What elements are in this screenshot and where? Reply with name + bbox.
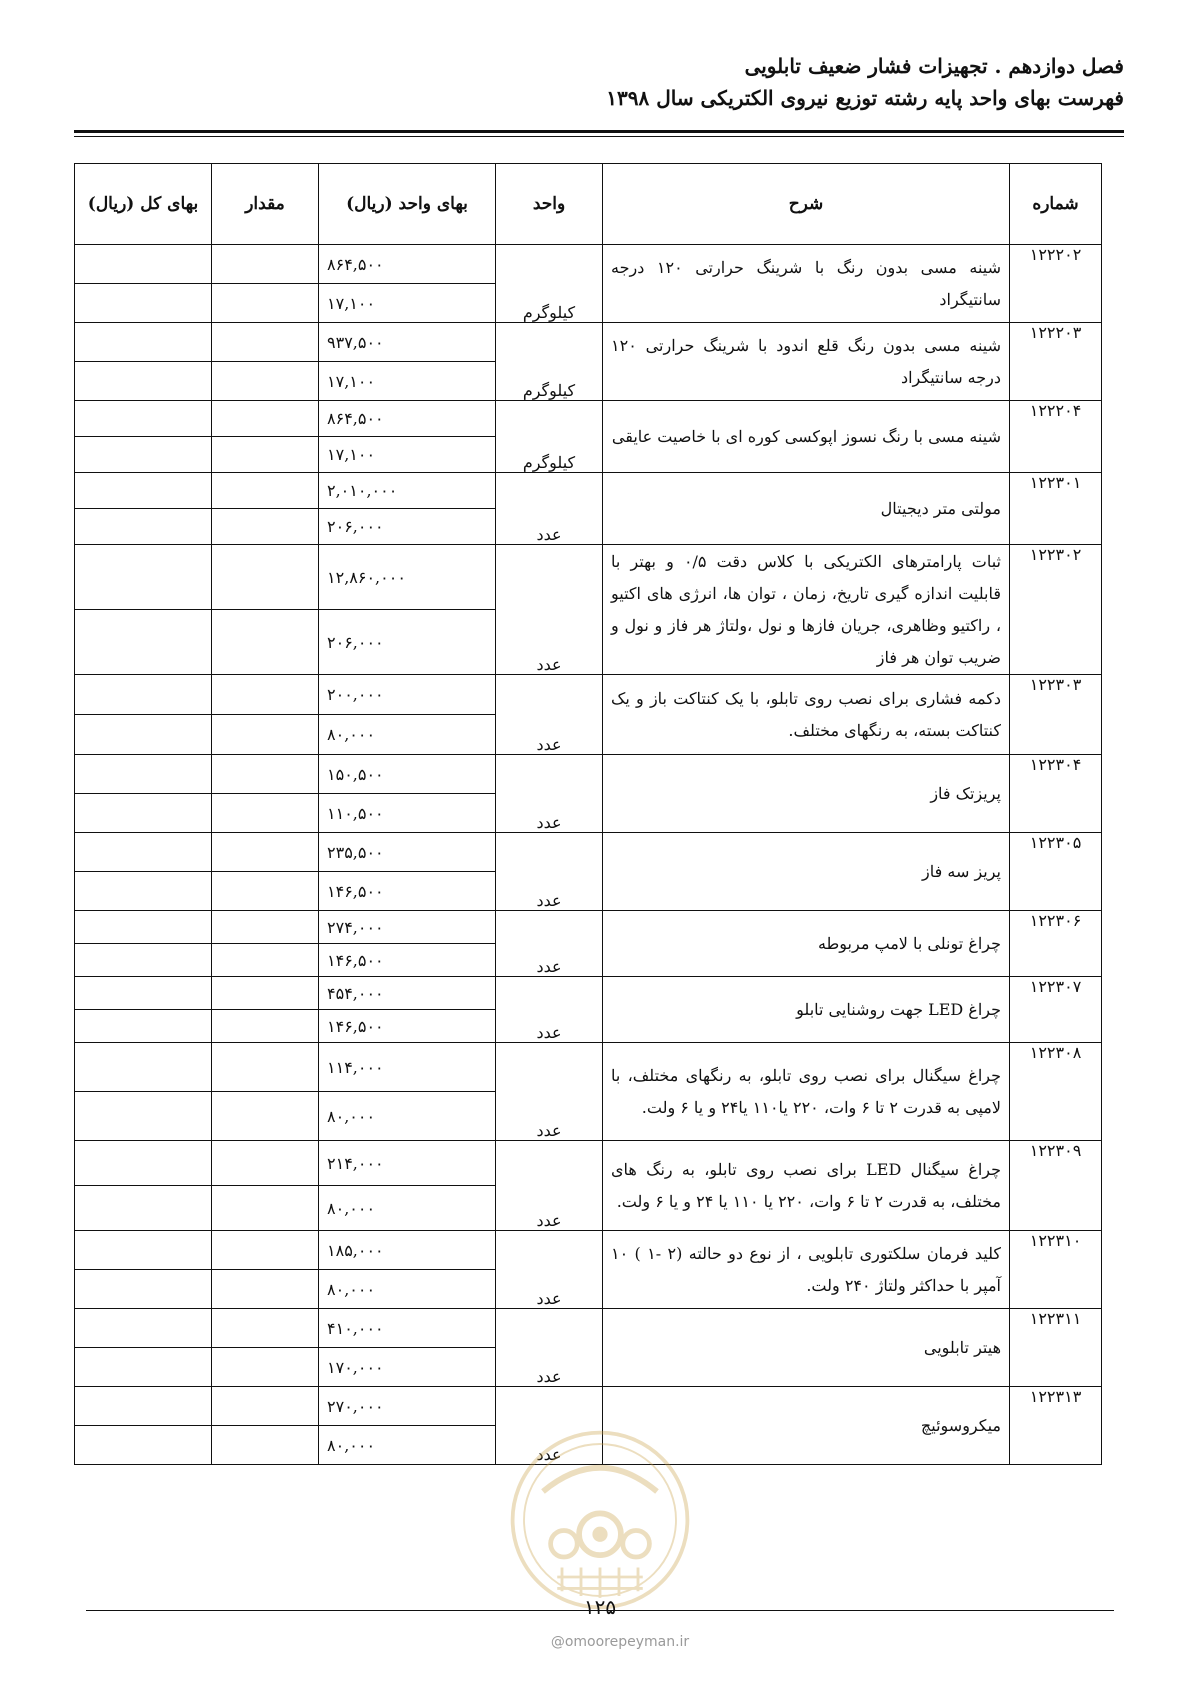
item-unit-price-secondary: ۸۰,۰۰۰ <box>319 715 496 755</box>
table-row <box>75 323 1102 362</box>
item-total-price-secondary <box>75 1010 212 1043</box>
item-quantity <box>212 1043 319 1092</box>
item-total-price <box>75 323 212 362</box>
item-total-price <box>75 473 212 509</box>
item-quantity-secondary <box>212 284 319 323</box>
item-quantity-secondary <box>212 794 319 833</box>
item-quantity <box>212 675 319 715</box>
item-unit: عدد <box>496 977 603 1043</box>
item-quantity <box>212 977 319 1010</box>
item-total-price-secondary <box>75 1426 212 1465</box>
header-number: شماره <box>1010 164 1102 245</box>
item-description: چراغ سیگنال LED برای نصب روی تابلو، به رنگ های مختلف، به قدرت ۲ تا ۶ وات، ۲۲۰ یا ۱۱۰ یا ۲۴ و یا ۶ ولت. <box>603 1141 1010 1231</box>
table-row <box>75 1231 1102 1270</box>
item-unit-price-secondary: ۲۰۶,۰۰۰ <box>319 509 496 545</box>
item-quantity-secondary <box>212 1186 319 1231</box>
document-subtitle: فهرست بهای واحد پایه رشته توزیع نیروی الکتریکی سال ۱۳۹۸ <box>606 86 1124 110</box>
table-header-row <box>75 164 1102 245</box>
page-number: ۱۲۵ <box>583 1595 617 1619</box>
item-unit-price: ۲۷۴,۰۰۰ <box>319 911 496 944</box>
table-row <box>75 911 1102 944</box>
item-description: چراغ LED جهت روشنایی تابلو <box>603 977 1010 1043</box>
item-quantity-secondary <box>212 872 319 911</box>
item-description: هیتر تابلویی <box>603 1309 1010 1387</box>
item-description: چراغ سیگنال برای نصب روی تابلو، به رنگهای مختلف، با لامپی به قدرت ۲ تا ۶ وات، ۲۲۰ یا۱۱۰ یا۲۴ و یا ۶ ولت. <box>603 1043 1010 1141</box>
table-row <box>75 1043 1102 1092</box>
item-unit: عدد <box>496 833 603 911</box>
item-unit-price: ۲۱۴,۰۰۰ <box>319 1141 496 1186</box>
item-unit-price: ۱۲,۸۶۰,۰۰۰ <box>319 545 496 610</box>
item-quantity-secondary <box>212 1010 319 1043</box>
item-total-price-secondary <box>75 872 212 911</box>
item-number: ۱۲۲۳۰۴ <box>1010 755 1102 833</box>
item-total-price <box>75 977 212 1010</box>
item-unit-price: ۴۵۴,۰۰۰ <box>319 977 496 1010</box>
table-row <box>75 473 1102 509</box>
item-description: کلید فرمان سلکتوری تابلویی ، از نوع دو حالته (۲ -۱ ) ۱۰ آمپر با حداکثر ولتاژ ۲۴۰ ولت. <box>603 1231 1010 1309</box>
header-quantity: مقدار <box>212 164 319 245</box>
item-unit-price-secondary: ۱۷,۱۰۰ <box>319 362 496 401</box>
item-quantity <box>212 323 319 362</box>
item-quantity-secondary <box>212 362 319 401</box>
item-number: ۱۲۲۲۰۲ <box>1010 245 1102 323</box>
item-quantity <box>212 755 319 794</box>
item-quantity <box>212 545 319 610</box>
item-unit-price-secondary: ۱۴۶,۵۰۰ <box>319 944 496 977</box>
item-unit: کیلوگرم <box>496 401 603 473</box>
website-watermark: @omoorepeyman.ir <box>550 1634 690 1650</box>
item-unit-price: ۱۸۵,۰۰۰ <box>319 1231 496 1270</box>
item-unit-price-secondary: ۱۷۰,۰۰۰ <box>319 1348 496 1387</box>
item-total-price <box>75 545 212 610</box>
table-row <box>75 833 1102 872</box>
item-unit-price-secondary: ۱۴۶,۵۰۰ <box>319 1010 496 1043</box>
item-quantity-secondary <box>212 1348 319 1387</box>
item-unit-price: ۱۱۴,۰۰۰ <box>319 1043 496 1092</box>
item-unit: عدد <box>496 545 603 675</box>
item-number: ۱۲۲۲۰۴ <box>1010 401 1102 473</box>
item-total-price-secondary <box>75 437 212 473</box>
item-total-price-secondary <box>75 1092 212 1141</box>
item-description: دکمه فشاری برای نصب روی تابلو، با یک کنتاکت باز و یک کنتاکت بسته، به رنگهای مختلف. <box>603 675 1010 755</box>
item-quantity-secondary <box>212 715 319 755</box>
item-total-price <box>75 245 212 284</box>
header-total-price: بهای کل (ریال) <box>75 164 212 245</box>
item-description: شینه مسی بدون رنگ با شرینگ حرارتی ۱۲۰ درجه سانتیگراد <box>603 245 1010 323</box>
item-number: ۱۲۲۳۰۲ <box>1010 545 1102 675</box>
item-total-price-secondary <box>75 1270 212 1309</box>
item-description: میکروسوئیچ <box>603 1387 1010 1465</box>
item-unit-price-secondary: ۱۷,۱۰۰ <box>319 284 496 323</box>
item-number: ۱۲۲۳۱۰ <box>1010 1231 1102 1309</box>
item-unit-price-secondary: ۸۰,۰۰۰ <box>319 1426 496 1465</box>
item-number: ۱۲۲۳۱۱ <box>1010 1309 1102 1387</box>
item-total-price-secondary <box>75 794 212 833</box>
item-number: ۱۲۲۳۱۳ <box>1010 1387 1102 1465</box>
chapter-title: فصل دوازدهم . تجهیزات فشار ضعیف تابلویی <box>744 54 1124 78</box>
item-total-price-secondary <box>75 944 212 977</box>
item-number: ۱۲۲۲۰۳ <box>1010 323 1102 401</box>
item-unit-price: ۹۳۷,۵۰۰ <box>319 323 496 362</box>
item-unit-price-secondary: ۸۰,۰۰۰ <box>319 1186 496 1231</box>
item-unit-price-secondary: ۱۷,۱۰۰ <box>319 437 496 473</box>
item-unit-price: ۲۳۵,۵۰۰ <box>319 833 496 872</box>
item-quantity <box>212 245 319 284</box>
item-number: ۱۲۲۳۰۹ <box>1010 1141 1102 1231</box>
item-total-price-secondary <box>75 509 212 545</box>
item-total-price-secondary <box>75 362 212 401</box>
item-quantity <box>212 401 319 437</box>
item-description: ثبات پارامترهای الکتریکی با کلاس دقت ۰/۵ و بهتر با قابلیت اندازه گیری تاریخ، زمان ، توان ها، انرژی های اکتیو ، راکتیو وظاهری، جریان فازها و نول ،ولتاژ هر فاز و نول و ضریب توان هر فاز <box>603 545 1010 675</box>
item-quantity <box>212 1141 319 1186</box>
item-unit: کیلوگرم <box>496 245 603 323</box>
item-description: شینه مسی بدون رنگ قلع اندود با شرینگ حرارتی ۱۲۰ درجه سانتیگراد <box>603 323 1010 401</box>
item-unit-price-secondary: ۱۱۰,۵۰۰ <box>319 794 496 833</box>
table-row <box>75 977 1102 1010</box>
item-quantity-secondary <box>212 610 319 675</box>
item-unit: عدد <box>496 1043 603 1141</box>
item-total-price <box>75 401 212 437</box>
item-unit: کیلوگرم <box>496 323 603 401</box>
item-total-price <box>75 1387 212 1426</box>
item-unit: عدد <box>496 675 603 755</box>
item-description: پریز سه فاز <box>603 833 1010 911</box>
header-unit-price: بهای واحد (ریال) <box>319 164 496 245</box>
item-number: ۱۲۲۳۰۷ <box>1010 977 1102 1043</box>
omoorepeyman-seal-icon <box>505 1425 695 1615</box>
item-description: پریزتک فاز <box>603 755 1010 833</box>
item-unit: عدد <box>496 1309 603 1387</box>
item-number: ۱۲۲۳۰۵ <box>1010 833 1102 911</box>
item-total-price-secondary <box>75 610 212 675</box>
item-number: ۱۲۲۳۰۱ <box>1010 473 1102 545</box>
item-unit-price: ۴۱۰,۰۰۰ <box>319 1309 496 1348</box>
item-quantity-secondary <box>212 437 319 473</box>
item-total-price <box>75 1231 212 1270</box>
item-total-price <box>75 755 212 794</box>
item-unit-price-secondary: ۲۰۶,۰۰۰ <box>319 610 496 675</box>
item-unit-price: ۲۷۰,۰۰۰ <box>319 1387 496 1426</box>
item-quantity <box>212 1231 319 1270</box>
item-unit-price-secondary: ۸۰,۰۰۰ <box>319 1270 496 1309</box>
table-row <box>75 545 1102 610</box>
item-unit-price: ۱۵۰,۵۰۰ <box>319 755 496 794</box>
item-total-price <box>75 833 212 872</box>
page-header <box>74 50 1124 114</box>
item-total-price <box>75 1141 212 1186</box>
item-quantity-secondary <box>212 509 319 545</box>
footer-rule <box>86 1610 1114 1611</box>
item-unit-price-secondary: ۱۴۶,۵۰۰ <box>319 872 496 911</box>
item-number: ۱۲۲۳۰۳ <box>1010 675 1102 755</box>
item-total-price <box>75 675 212 715</box>
header-rule-thin <box>74 136 1124 137</box>
item-unit: عدد <box>496 911 603 977</box>
item-quantity <box>212 911 319 944</box>
item-total-price-secondary <box>75 715 212 755</box>
item-unit-price: ۲۰۰,۰۰۰ <box>319 675 496 715</box>
item-total-price-secondary <box>75 1348 212 1387</box>
item-total-price <box>75 1043 212 1092</box>
item-total-price <box>75 911 212 944</box>
item-total-price <box>75 1309 212 1348</box>
item-description: مولتی متر دیجیتال <box>603 473 1010 545</box>
item-unit-price-secondary: ۸۰,۰۰۰ <box>319 1092 496 1141</box>
item-quantity <box>212 473 319 509</box>
item-quantity <box>212 833 319 872</box>
table-row <box>75 1141 1102 1186</box>
item-number: ۱۲۲۳۰۶ <box>1010 911 1102 977</box>
table-row <box>75 675 1102 715</box>
item-quantity-secondary <box>212 944 319 977</box>
table-row <box>75 1309 1102 1348</box>
item-quantity-secondary <box>212 1426 319 1465</box>
header-unit: واحد <box>496 164 603 245</box>
table-body <box>75 245 1102 1465</box>
item-unit-price: ۸۶۴,۵۰۰ <box>319 401 496 437</box>
item-quantity <box>212 1387 319 1426</box>
item-quantity <box>212 1309 319 1348</box>
table-row <box>75 401 1102 437</box>
price-table <box>74 163 1102 1465</box>
item-unit: عدد <box>496 1387 603 1465</box>
item-number: ۱۲۲۳۰۸ <box>1010 1043 1102 1141</box>
item-unit-price: ۸۶۴,۵۰۰ <box>319 245 496 284</box>
table-row <box>75 245 1102 284</box>
item-unit: عدد <box>496 755 603 833</box>
header-description: شرح <box>603 164 1010 245</box>
header-rule-thick <box>74 130 1124 133</box>
item-unit: عدد <box>496 473 603 545</box>
item-unit: عدد <box>496 1141 603 1231</box>
item-unit-price: ۲,۰۱۰,۰۰۰ <box>319 473 496 509</box>
table-row <box>75 1387 1102 1426</box>
table-row <box>75 755 1102 794</box>
item-quantity-secondary <box>212 1270 319 1309</box>
item-unit: عدد <box>496 1231 603 1309</box>
item-description: شینه مسی با رنگ نسوز اپوکسی کوره ای با خاصیت عایقی <box>603 401 1010 473</box>
item-total-price-secondary <box>75 284 212 323</box>
item-quantity-secondary <box>212 1092 319 1141</box>
item-description: چراغ تونلی با لامپ مربوطه <box>603 911 1010 977</box>
item-total-price-secondary <box>75 1186 212 1231</box>
